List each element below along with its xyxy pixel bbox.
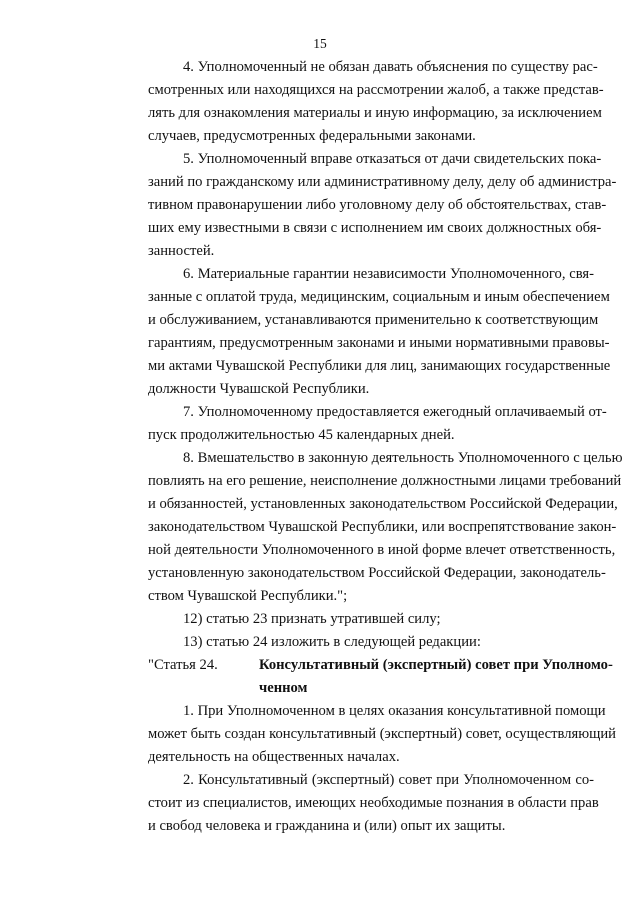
page-number: 15 <box>313 36 327 51</box>
text-line: и свобод человека и гражданина и (или) опыт их защиты. <box>148 818 506 834</box>
text-line: стоит из специалистов, имеющих необходимые познания в области прав <box>148 795 599 811</box>
text-line: деятельность на общественных началах. <box>148 749 400 765</box>
text-line: должности Чувашской Республики. <box>148 381 370 397</box>
text-line: установленную законодательством Российской Федерации, законодатель- <box>148 565 606 581</box>
text-line: 4. Уполномоченный не обязан давать объяснения по существу рас- <box>183 59 598 75</box>
paragraph-item-6 <box>113 263 611 401</box>
text-line: 1. При Уполномоченном в целях оказания консультативной помощи <box>183 703 606 719</box>
text-line: ших ему известными в связи с исполнением им своих должностных обя- <box>148 220 602 236</box>
article-title-line: ченном <box>259 680 308 696</box>
text-line: 7. Уполномоченному предоставляется ежегодный оплачиваемый от- <box>183 404 607 420</box>
text-line: может быть создан консультативный (экспертный) совет, осуществляющий <box>148 726 616 742</box>
text-line: пуск продолжительностью 45 календарных дней. <box>148 427 455 443</box>
text-line: заний по гражданскому или административному делу, делу об администра- <box>148 174 617 190</box>
text-line: гарантиям, предусмотренным законами и иными нормативными правовы- <box>148 335 610 351</box>
text-line: занностей. <box>148 243 215 259</box>
amendment-item-13 <box>113 631 594 654</box>
article-title <box>259 654 613 700</box>
article-number: "Статья 24. <box>148 657 218 673</box>
text-line: 2. Консультативный (экспертный) совет при Уполномоченном со- <box>183 772 594 788</box>
article-paragraph-1 <box>113 700 616 769</box>
text-line: лять для ознакомления материалы и иную информацию, за исключением <box>148 105 602 121</box>
text-line: 8. Вмешательство в законную деятельность Уполномоченного с целью <box>183 450 623 466</box>
document-body <box>113 56 623 838</box>
paragraph-item-4 <box>113 56 604 148</box>
text-line: смотренных или находящихся на рассмотрении жалоб, а также представ- <box>148 82 604 98</box>
text-line: ми актами Чувашской Республики для лиц, занимающих государственные <box>148 358 611 374</box>
article-paragraph-2 <box>113 769 599 838</box>
text-line: ством Чувашской Республики."; <box>148 588 348 604</box>
text-line: 5. Уполномоченный вправе отказаться от дачи свидетельских пока- <box>183 151 602 167</box>
text-line: 12) статью 23 признать утратившей силу; <box>183 611 441 627</box>
text-line: законодательством Чувашской Республики, или воспрепятствование закон- <box>148 519 617 535</box>
paragraph-item-5 <box>113 148 617 263</box>
text-line: и обслуживанием, устанавливаются применительно к соответствующим <box>148 312 599 328</box>
paragraph-item-7 <box>113 401 607 447</box>
text-line: 13) статью 24 изложить в следующей редакции: <box>183 634 481 650</box>
text-line: занные с оплатой труда, медицинским, социальным и иным обеспечением <box>148 289 610 305</box>
text-line: случаев, предусмотренных федеральными законами. <box>148 128 476 144</box>
paragraph-item-8 <box>113 447 623 608</box>
article-heading <box>113 654 613 700</box>
text-line: и обязанностей, установленных законодательством Российской Федерации, <box>148 496 618 512</box>
text-line: ной деятельности Уполномоченного в иной форме влечет ответственность, <box>148 542 616 558</box>
amendment-item-12 <box>113 608 594 631</box>
article-title-line: Консультативный (экспертный) совет при Уполномо- <box>259 657 613 673</box>
text-line: тивном правонарушении либо уголовному делу об обстоятельствах, став- <box>148 197 607 213</box>
text-line: 6. Материальные гарантии независимости Уполномоченного, свя- <box>183 266 594 282</box>
text-line: повлиять на его решение, неисполнение должностными лицами требований <box>148 473 622 489</box>
